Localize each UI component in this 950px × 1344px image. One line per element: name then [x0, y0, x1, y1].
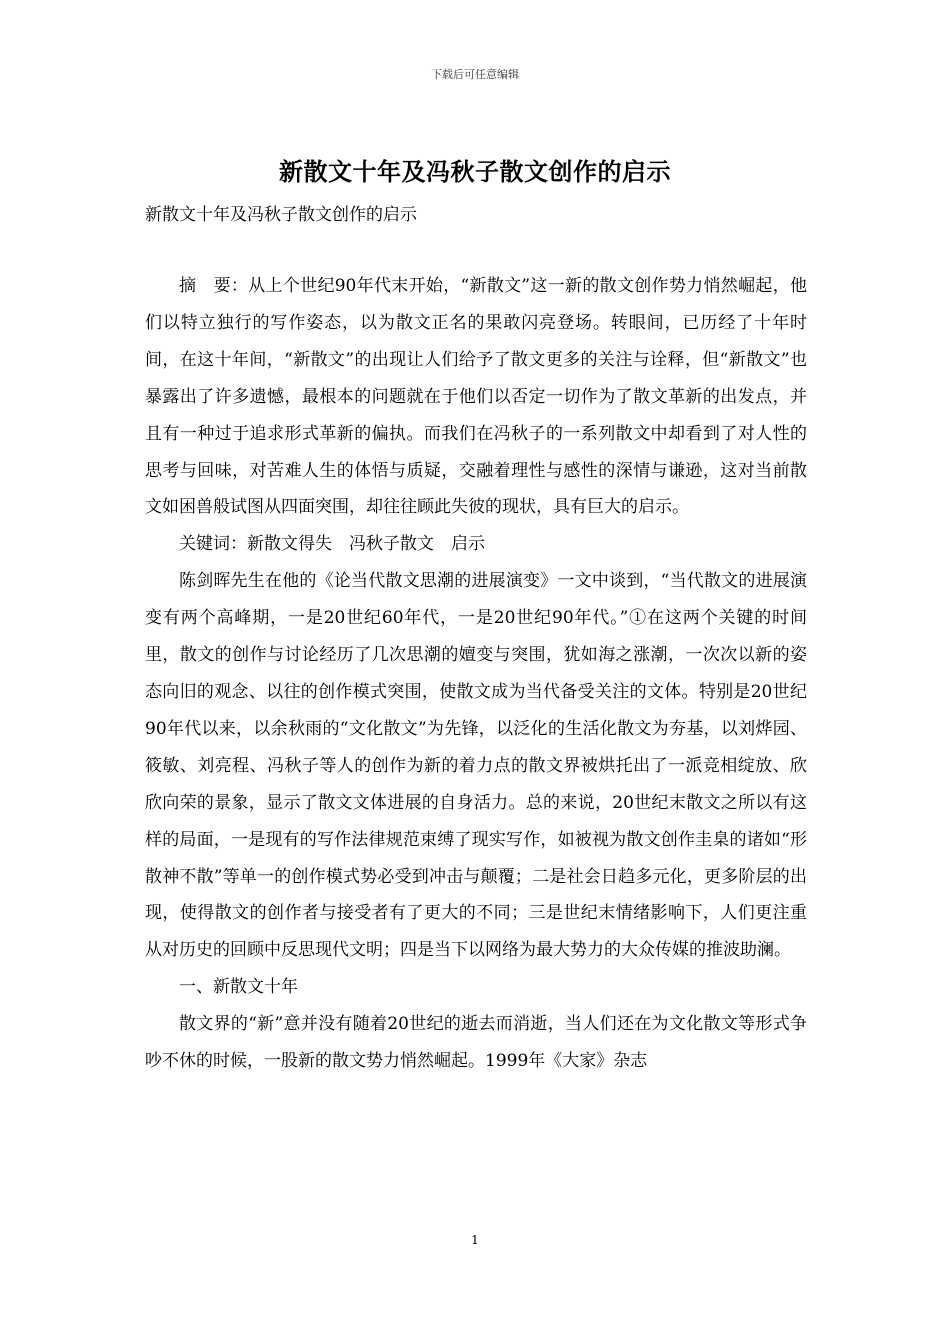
document-title: 新散文十年及冯秋子散文创作的启示 — [279, 157, 671, 186]
page-header-note: 下载后可任意编辑 — [431, 68, 519, 81]
abstract-paragraph: 摘 要：从上个世纪90年代末开始，“新散文”这一新的散文创作势力悄然崛起，他们以特立独行的写作姿态，以为散文正名的果敢闪亮登场。转眼间，已历经了十年时间，在这十年间，“新散文”的出现让人们给予了散文更多的关注与诠释，但“新散文”也暴露出了许多遗憾，最根本的问题就在于他们以否定一切作为了散文革新的出发点，并且有一种过于追求形式革新的偏执。而我们在冯秋子的一系列散文中却看到了对人性的思考与回味，对苦难人生的体悟与质疑，交融着理性与感性的深情与谦逊，这对当前散文如困兽般试图从四面突围，却往往顾此失彼的现状，具有巨大的启示。 — [145, 276, 807, 518]
section-heading: 一、新散文十年 — [179, 977, 298, 998]
keywords-paragraph: 关键词：新散文得失 冯秋子散文 启示 — [179, 534, 485, 555]
document-subtitle: 新散文十年及冯秋子散文创作的启示 — [145, 205, 417, 225]
body-paragraph: 散文界的“新”意并没有随着20世纪的逝去而消逝，当人们还在为文化散文等形式争吵不休的时候，一股新的散文势力悄然崛起。1999年《大家》杂志 — [145, 1014, 807, 1072]
document-body — [145, 268, 807, 1080]
body-paragraph: 陈剑晖先生在他的《论当代散文思潮的进展演变》一文中谈到，“当代散文的进展演变有两个高峰期，一是20世纪60年代，一是20世纪90年代。”①在这两个关键的时间里，散文的创作与讨论经历了几次思潮的嬗变与突围，犹如海之涨潮，一次次以新的姿态向旧的观念、以往的创作模式突围，使散文成为当代备受关注的文体。特别是20世纪90年代以来，以余秋雨的“文化散文”为先锋，以泛化的生活化散文为夯基，以刘烨园、筱敏、刘亮程、冯秋子等人的创作为新的着力点的散文界被烘托出了一派竞相绽放、欣欣向荣的景象，显示了散文文体进展的自身活力。总的来说，20世纪末散文之所以有这样的局面，一是现有的写作法律规范束缚了现实写作，如被视为散文创作圭臬的诸如“形散神不散”等单一的创作模式势必受到冲击与颠覆；二是社会日趋多元化，更多阶层的出现，使得散文的创作者与接受者有了更大的不同；三是世纪末情绪影响下，人们更注重从对历史的回顾中反思现代文明；四是当下以网络为最大势力的大众传媒的推波助澜。 — [145, 571, 807, 961]
page-number: 1 — [471, 1233, 479, 1247]
